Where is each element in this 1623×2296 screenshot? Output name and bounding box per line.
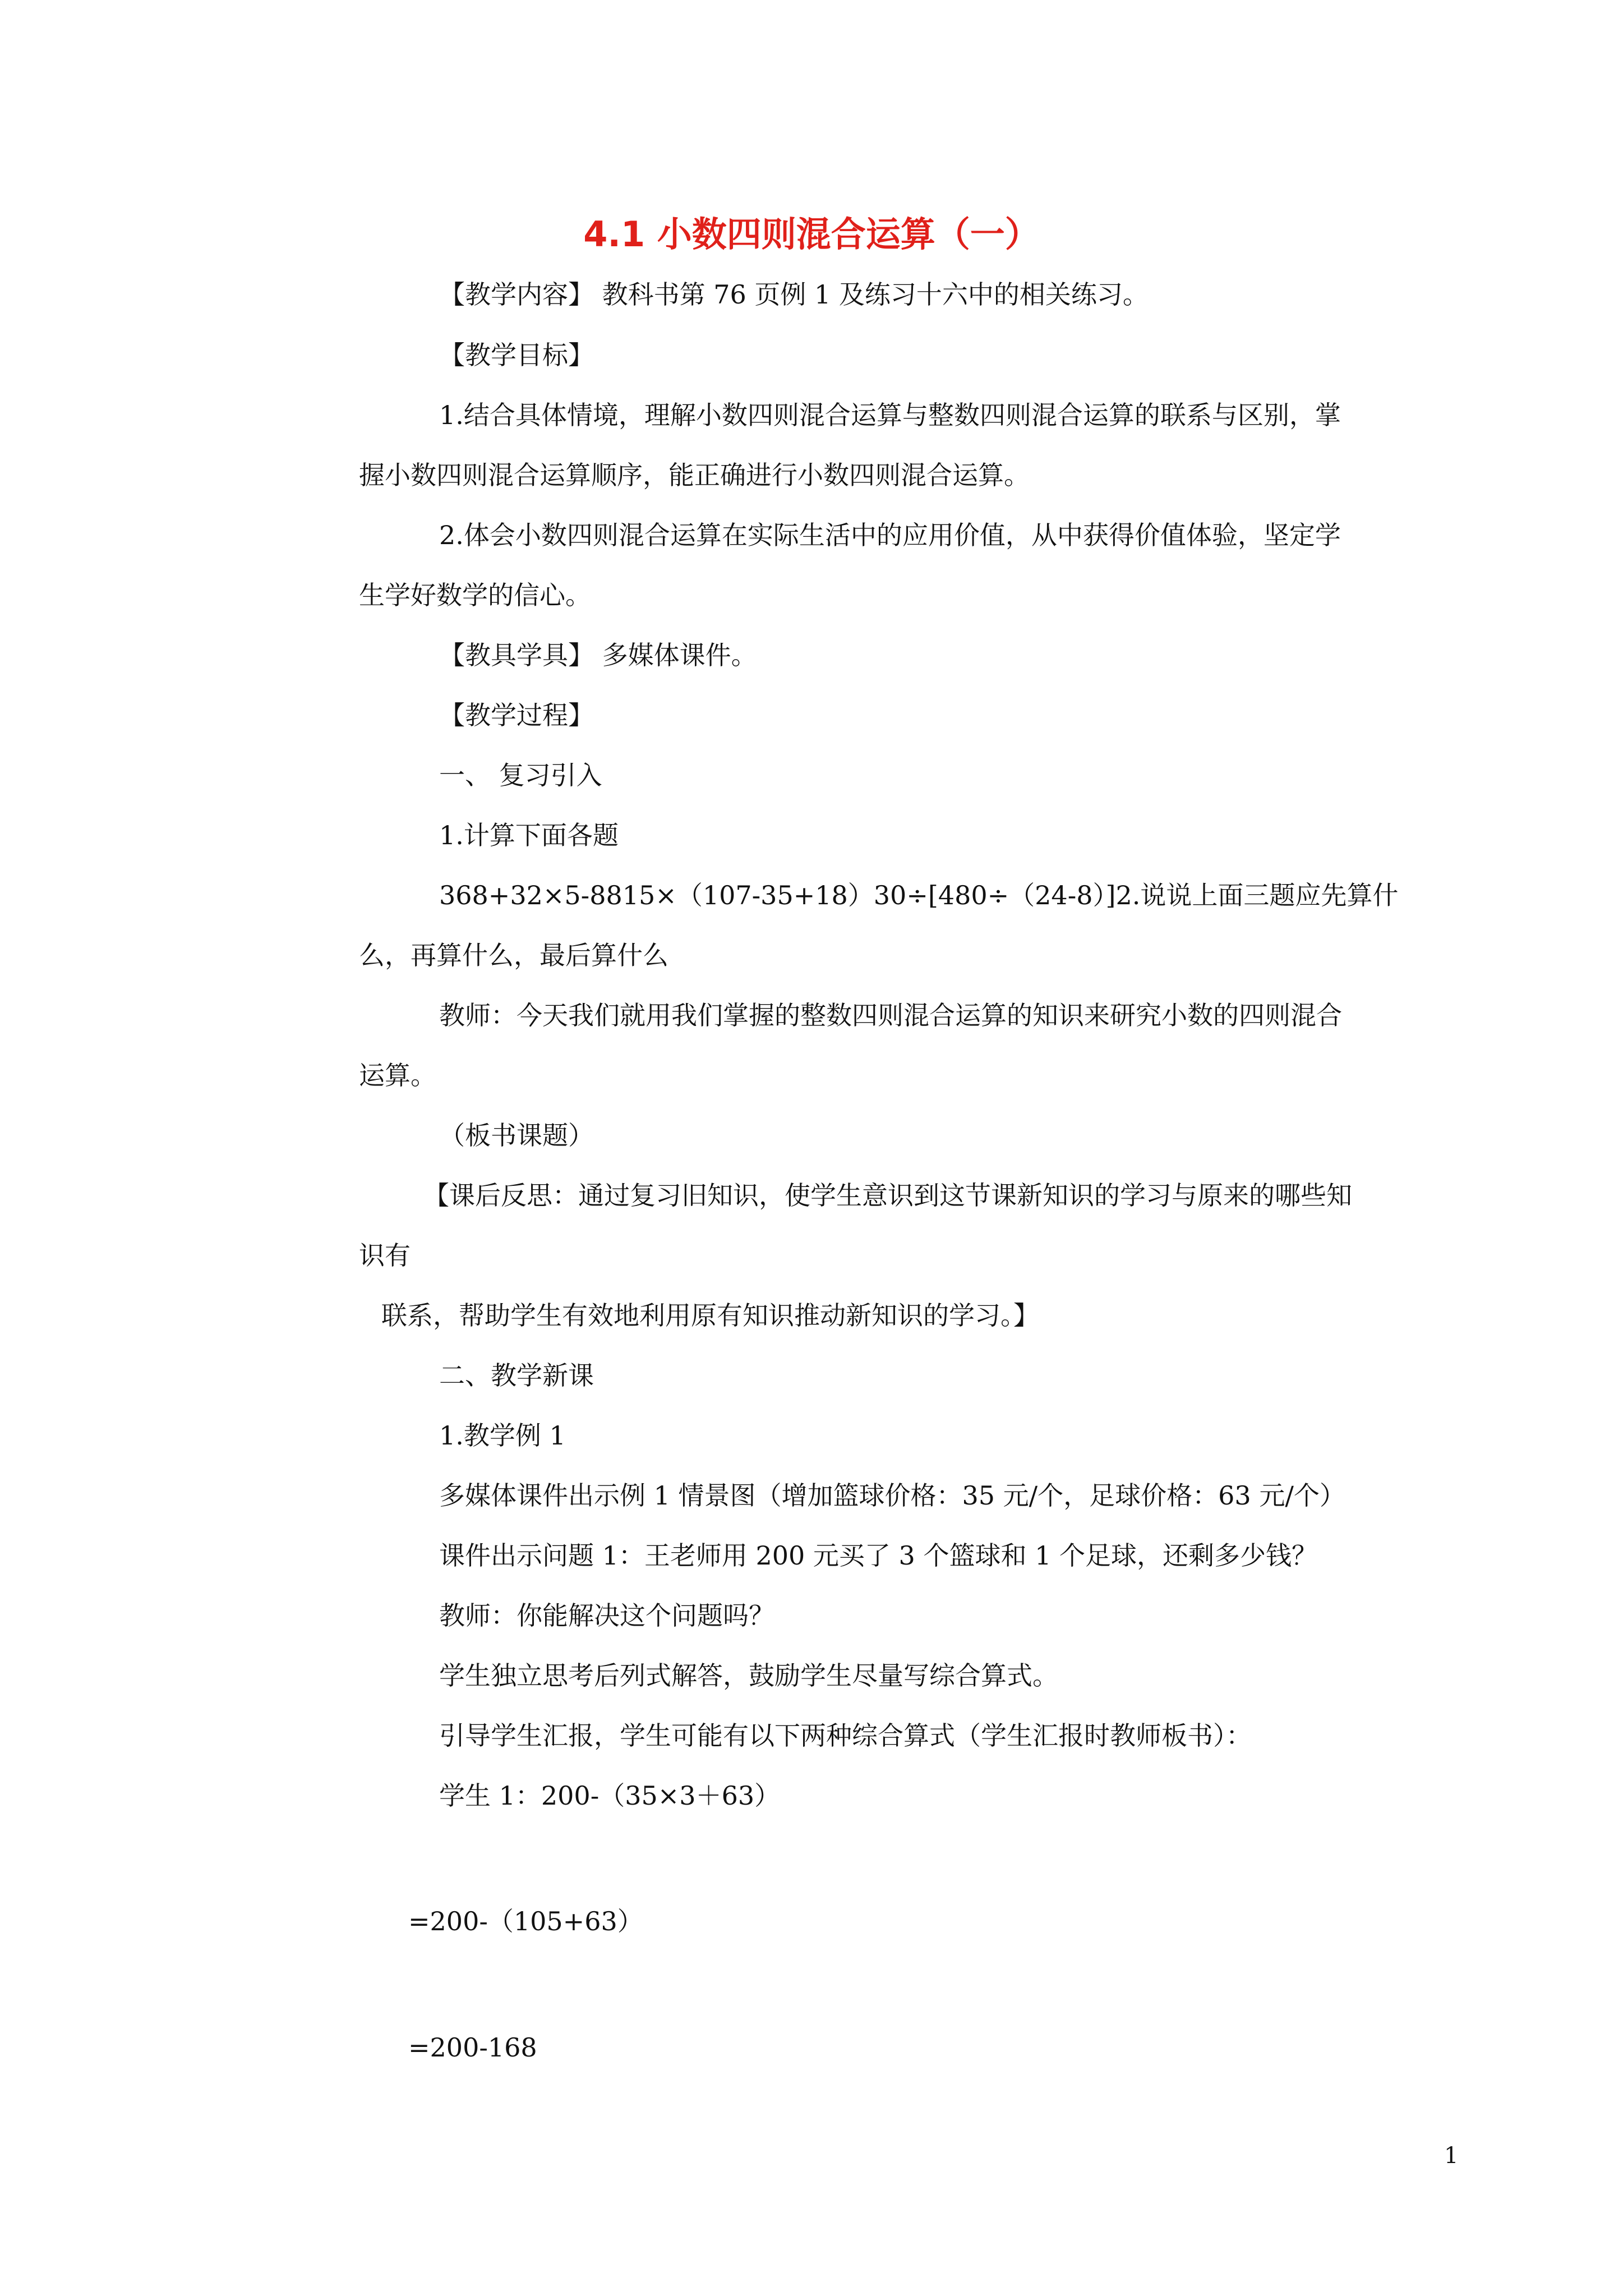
text-line: 学生 1：200-（35×3＋63） — [439, 1780, 781, 1811]
page-number: 1 — [1444, 2143, 1459, 2169]
text-line: 1.计算下面各题 — [439, 820, 619, 850]
text-line: 二、教学新课 — [439, 1360, 594, 1391]
text-line: 生学好数学的信心。 — [359, 580, 591, 610]
text-line: 教师：今天我们就用我们掌握的整数四则混合运算的知识来研究小数的四则混合 — [439, 1000, 1342, 1030]
text-line: 多媒体课件出示例 1 情景图（增加篮球价格：35 元/个，足球价格：63 元/个） — [439, 1480, 1345, 1511]
text-line: 【教学目标】 — [439, 340, 594, 370]
page-title: 4.1 小数四则混合运算（一） — [583, 214, 1040, 255]
equation-line: =200-168 — [408, 2032, 537, 2063]
text-line: 学生独立思考后列式解答，鼓励学生尽量写综合算式。 — [439, 1660, 1058, 1691]
text-line: 教师：你能解决这个问题吗？ — [439, 1600, 774, 1631]
text-line: 【教学内容】 教科书第 76 页例 1 及练习十六中的相关练习。 — [439, 279, 1149, 310]
text-line: 识有 — [359, 1240, 411, 1271]
text-line: （板书课题） — [439, 1120, 594, 1151]
text-line: 【教具学具】 多媒体课件。 — [439, 640, 757, 670]
text-line: 联系，帮助学生有效地利用原有知识推动新知识的学习。】 — [381, 1300, 1039, 1331]
text-line: 运算。 — [359, 1060, 436, 1091]
text-line: 课件出示问题 1：王老师用 200 元买了 3 个篮球和 1 个足球，还剩多少钱？ — [439, 1540, 1317, 1571]
text-line: 【教学过程】 — [439, 700, 594, 730]
text-line: 368+32×5-8815×（107-35+18）30÷[480÷（24-8）]2.说说上面三题应先算什 — [439, 880, 1399, 910]
text-line: 引导学生汇报，学生可能有以下两种综合算式（学生汇报时教师板书）： — [439, 1720, 1252, 1751]
text-line: 一、 复习引入 — [439, 760, 602, 790]
text-line: 么，再算什么，最后算什么 — [359, 940, 668, 970]
equation-line: =200-（105+63） — [408, 1906, 643, 1936]
text-line: 1.结合具体情境，理解小数四则混合运算与整数四则混合运算的联系与区别，掌 — [439, 400, 1341, 430]
text-line: 2.体会小数四则混合运算在实际生活中的应用价值，从中获得价值体验，坚定学 — [439, 520, 1341, 550]
text-line: 1.教学例 1 — [439, 1420, 566, 1451]
text-line: 握小数四则混合运算顺序，能正确进行小数四则混合运算。 — [359, 460, 1030, 490]
text-line: 【课后反思：通过复习旧知识，使学生意识到这节课新知识的学习与原来的哪些知 — [423, 1180, 1352, 1211]
